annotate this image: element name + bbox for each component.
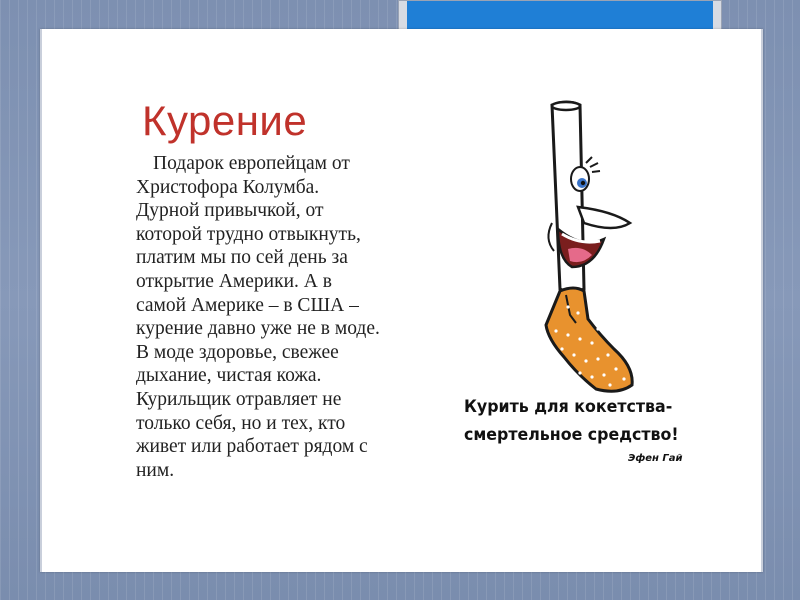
caption-quote xyxy=(464,393,697,449)
slide xyxy=(40,29,763,572)
slide-body-text: Подарок европейцам от Христофора Колумба. Дурной привычкой, от которой трудно отвыкнуть, платим мы по сей день за открытие Америки. А в самой Америке – в США – курение давно уже не в моде. В моде здоровье, свежее дыхание, чистая кожа. Курильщик отравляет не только себя, но и тех, кто живет или работает рядом с ним. xyxy=(136,153,380,481)
slide-title: Курение xyxy=(142,97,308,144)
caption-line-1: Курить для кокетства- xyxy=(464,397,673,417)
caption-author: Эфен Гай xyxy=(628,453,683,464)
cartoon-cigarette-icon xyxy=(522,99,672,419)
caption-line-2: смертельное средство! xyxy=(464,425,679,445)
